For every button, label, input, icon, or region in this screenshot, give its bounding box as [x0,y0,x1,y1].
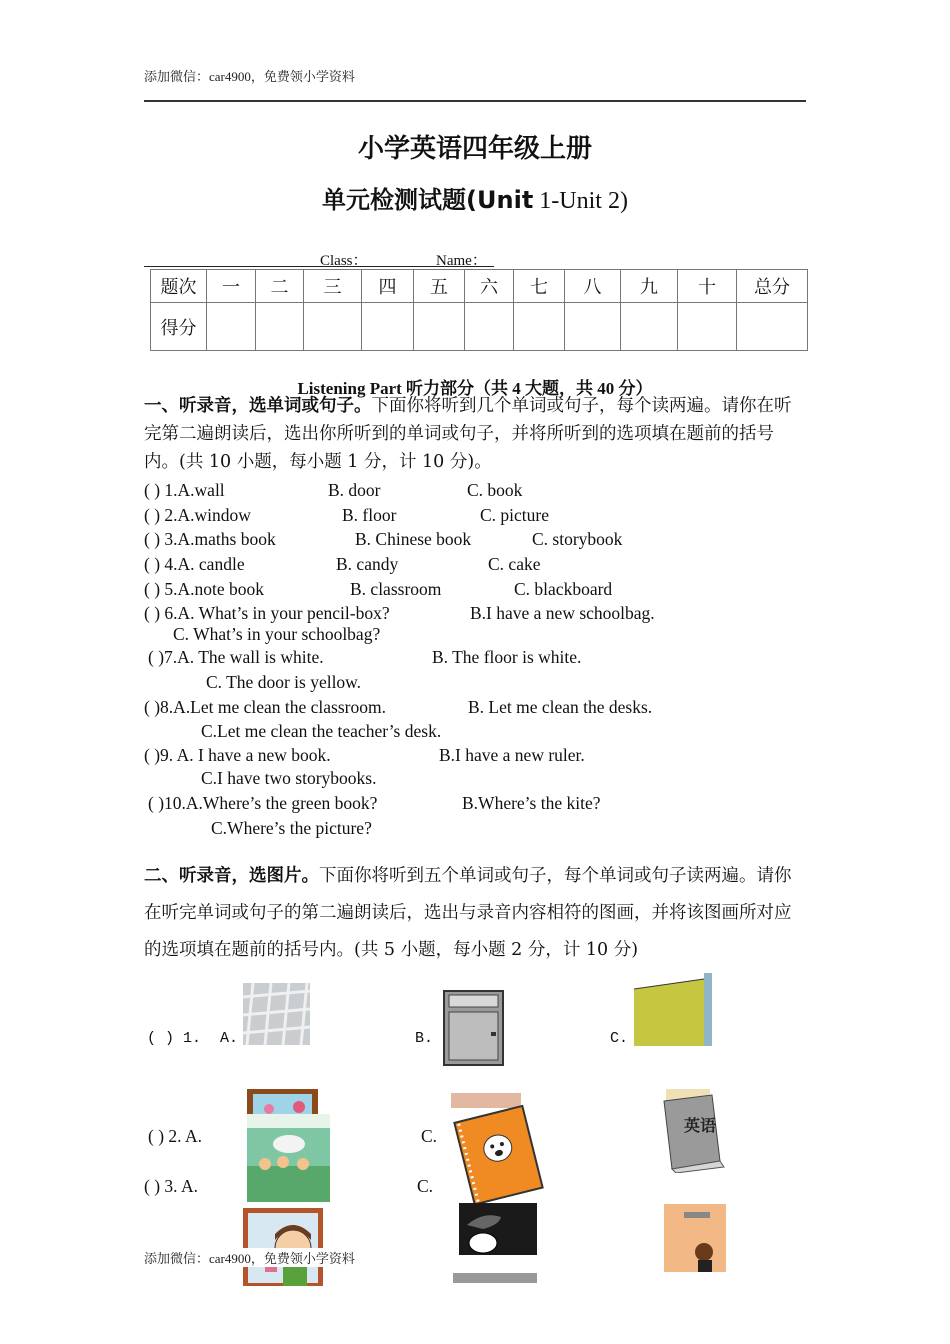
header-divider [144,100,806,102]
score-cell[interactable] [678,303,737,351]
header-note: 添加微信：car4900，免费领小学资料 [144,69,355,84]
section1-instruction: 下面你将听到几个单词或句子，每个读两遍。请你在听完第二遍朗读后，选出你所听到的单词或句子，并将所听到的选项填在题前的括号内。(共 10 小题，每小题 1 分，计 10 分)。 [144,396,792,472]
pic-question-2: ( ) 2. A. [148,1126,202,1146]
score-cell[interactable] [514,303,565,351]
question-4: ( ) 4.A. candle [144,554,245,574]
score-cell[interactable] [737,303,808,351]
score-header-cell: 二 [256,270,304,303]
question-3: ( ) 3.A.maths book [144,529,276,549]
score-header-cell: 总分 [737,270,808,303]
question-9: ( )9. A. I have a new book. [144,745,331,765]
pic-q1-option-b-label: B. [415,1030,434,1047]
score-header-cell: 七 [514,270,565,303]
score-cell[interactable] [414,303,465,351]
listening-heading: Listening Part 听力部分（共 4 大题，共 40 分） [297,379,653,398]
wall-picture [634,973,713,1046]
question-2-option-b: B. floor [342,505,397,525]
classroom-light-picture [664,1204,726,1272]
chinese-book-picture [247,1114,330,1202]
page-title: 小学英语四年级上册 [357,134,592,164]
pic-q1-option-a-label: A. [220,1030,239,1047]
question-7-option-c: C. The door is yellow. [206,672,362,692]
pic-q1-option-c-label: C. [610,1030,629,1047]
question-2-option-c: C. picture [480,505,550,525]
pic-question-1: ( ) 1. [147,1030,202,1047]
pic-q3-option-c-label: C. [417,1176,434,1196]
question-6-option-c: C. What’s in your schoolbag? [173,624,381,644]
score-header-cell: 十 [678,270,737,303]
english-book-picture [656,1089,726,1173]
english-book-title: 英语 [684,1116,717,1135]
question-8: ( )8.A.Let me clean the classroom. [144,697,386,717]
subtitle-en: 1-Unit 2) [533,188,628,214]
section2-title: 二、听录音，选图片。 [144,866,319,886]
score-cell[interactable] [304,303,362,351]
question-8-option-b: B. Let me clean the desks. [468,697,653,717]
class-label: Class： [320,253,368,269]
question-6-option-b: B.I have a new schoolbag. [470,603,655,623]
subtitle-cn: 单元检测试题 [322,186,467,214]
score-cell[interactable] [207,303,256,351]
question-7: ( )7.A. The wall is white. [148,647,324,667]
score-header-cell: 六 [465,270,514,303]
pic-question-3: ( ) 3. A. [144,1176,198,1196]
score-cell[interactable] [565,303,621,351]
section2-intro [144,858,808,969]
score-cell[interactable] [621,303,678,351]
question-5-option-b: B. classroom [350,579,442,599]
question-10-option-b: B.Where’s the kite? [462,793,601,813]
section1-intro [144,392,808,476]
section1-title: 一、听录音，选单词或句子。 [144,396,372,416]
cleaning-window-picture [243,1208,323,1286]
score-header-cell: 八 [565,270,621,303]
pic-q2-option-c-label: C. [421,1126,438,1146]
score-cell[interactable] [256,303,304,351]
footer-note: 添加微信：car4900，免费领小学资料 [144,1248,355,1267]
name-label: Name： [436,253,487,269]
question-8-option-c: C.Let me clean the teacher’s desk. [201,721,442,741]
blackboard-picture [453,1203,537,1285]
floor-tiles-picture [243,983,310,1045]
question-9-option-c: C.I have two storybooks. [201,768,377,788]
question-6: ( ) 6.A. What’s in your pencil-box? [144,603,390,623]
score-header-cell: 题次 [151,270,207,303]
score-header-cell: 一 [207,270,256,303]
question-10-option-c: C.Where’s the picture? [211,818,372,838]
question-10: ( )10.A.Where’s the green book? [148,793,378,813]
score-header-cell: 四 [362,270,414,303]
score-header-cell: 三 [304,270,362,303]
question-3-option-b: B. Chinese book [355,529,472,549]
question-7-option-b: B. The floor is white. [432,647,582,667]
question-3-option-c: C. storybook [532,529,623,549]
question-9-option-b: B.I have a new ruler. [439,745,585,765]
score-cell[interactable] [465,303,514,351]
question-5-option-c: C. blackboard [514,579,613,599]
question-5: ( ) 5.A.note book [144,579,265,599]
score-header-cell: 九 [621,270,678,303]
student-info-line [144,249,494,267]
question-1-option-c: C. book [467,480,523,500]
question-4-option-b: B. candy [336,554,399,574]
door-picture [443,990,504,1066]
score-table [150,269,808,351]
notebook-picture [449,1093,547,1203]
question-4-option-c: C. cake [488,554,541,574]
section2-instruction: 下面你将听到五个单词或句子，每个单词或句子读两遍。请你在听完单词或句子的第二遍朗读后，选出与录音内容相符的图画，并将该图画所对应的选项填在题前的括号内。(共 5 小题，每小题 2 分，计 10 分) [144,866,792,960]
score-cell[interactable] [362,303,414,351]
question-2: ( ) 2.A.window [144,505,251,525]
window-picture [247,1089,318,1117]
subtitle-en-bold: (Unit [466,186,534,214]
score-row-label: 得分 [151,303,207,351]
question-1-option-b: B. door [328,480,381,500]
score-header-cell: 五 [414,270,465,303]
page-subtitle [0,180,950,215]
question-1: ( ) 1.A.wall [144,480,225,500]
